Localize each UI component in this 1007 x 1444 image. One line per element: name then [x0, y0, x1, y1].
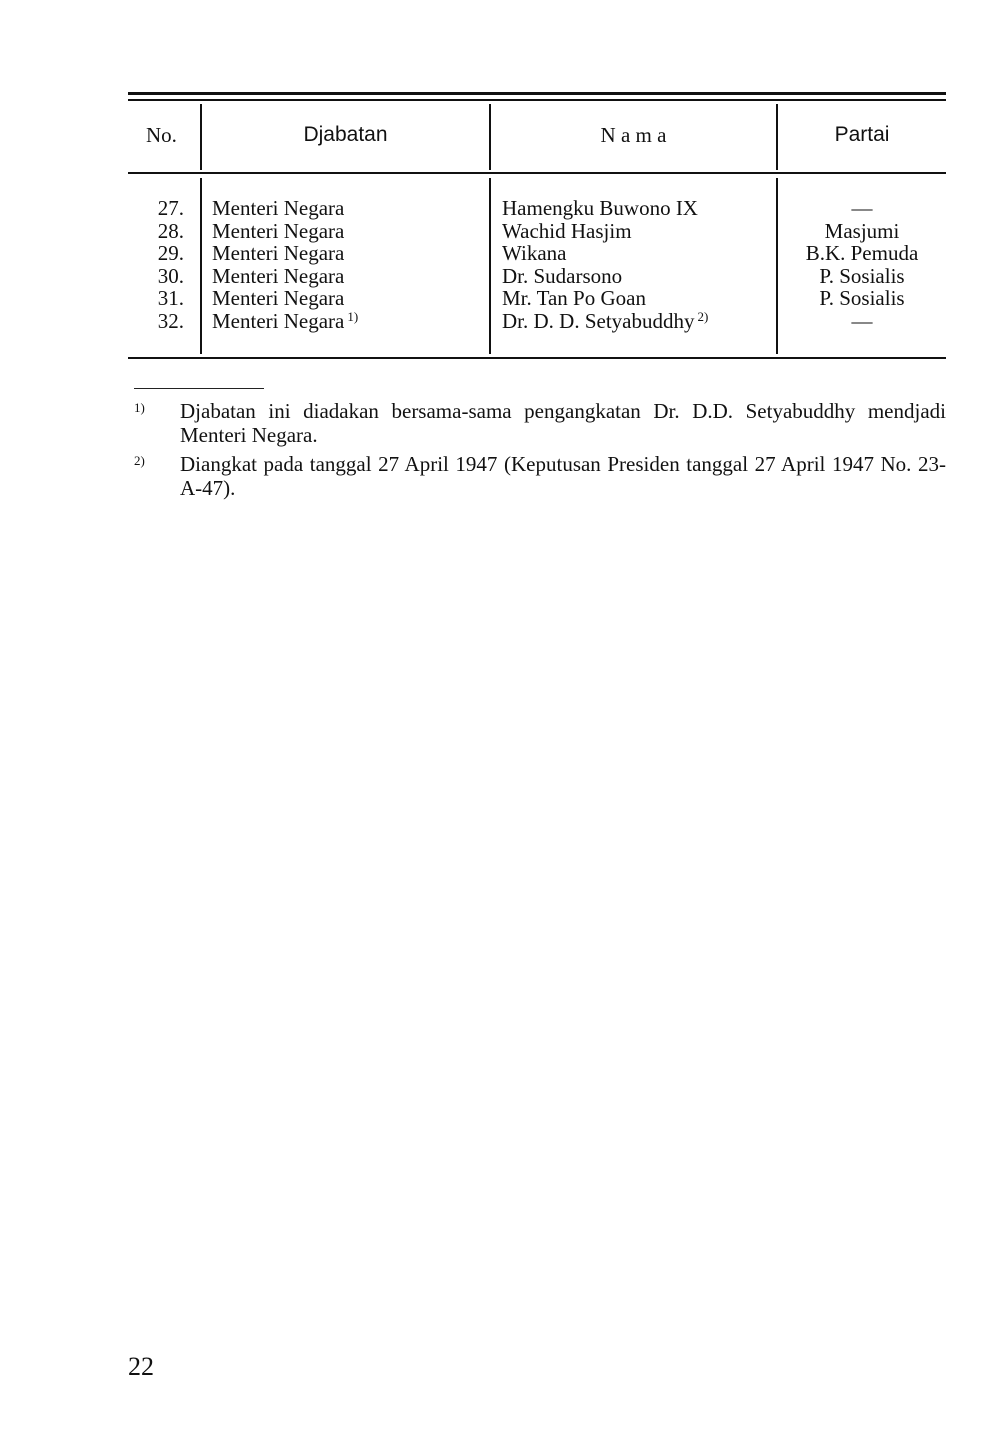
nama-text: Hamengku Buwono IX: [502, 196, 698, 220]
table-row-djabatan: [212, 265, 347, 288]
nama-note: 2): [697, 309, 709, 324]
nama-text: Wachid Hasjim: [502, 218, 632, 243]
table-row-partai: —: [851, 196, 873, 220]
footnote-2-text: Diangkat pada tanggal 27 April 1947 (Keputusan Presiden tanggal 27 April 1947 No. 23-A-47).: [180, 452, 946, 500]
table-row-partai: B.K. Pemuda: [805, 241, 919, 266]
nama-text: Mr. Tan Po Goan: [502, 286, 646, 311]
footnote-1-mark: [134, 400, 145, 424]
table-row-nama: [502, 265, 625, 288]
body-divider-2: [489, 178, 491, 354]
nama-text: Dr. Sudarsono: [502, 263, 623, 288]
table-row-no: 27.: [157, 196, 184, 220]
table-row-nama: [502, 220, 635, 243]
table-row-partai: Masjumi: [824, 218, 900, 243]
table-top-rule-secondary: [128, 99, 946, 101]
table-row-partai: P. Sosialis: [819, 263, 905, 288]
djabatan-text: Menteri Negara: [212, 218, 345, 243]
table-row-nama: [502, 242, 569, 265]
table-bottom-rule: [128, 357, 946, 359]
footnote-separator: [134, 388, 264, 389]
djabatan-text: Menteri Negara: [212, 263, 345, 288]
footnote-2-mark: [134, 453, 145, 477]
header-no: No.: [146, 123, 177, 147]
table-top-rule: [128, 92, 946, 95]
table-row-partai: P. Sosialis: [819, 286, 905, 311]
djabatan-text: Menteri Negara: [212, 196, 345, 220]
table-row-no: 31.: [157, 286, 184, 311]
table-row-nama: [502, 287, 649, 310]
table-row-djabatan: [212, 220, 347, 243]
body-divider-1: [200, 178, 202, 354]
footnote-1-text: Djabatan ini diadakan bersama-sama pengangkatan Dr. D.D. Setyabuddhy mendjadi Menteri Negara.: [180, 399, 946, 447]
page-number: 22: [128, 1352, 154, 1381]
djabatan-text: Menteri Negara: [212, 241, 345, 266]
header-partai: Partai: [834, 123, 890, 146]
table-row-djabatan: [212, 197, 347, 220]
djabatan-text: Menteri Negara: [212, 286, 345, 311]
nama-text: Dr. D. D. Setyabuddhy: [502, 309, 695, 333]
table-row-partai: —: [851, 309, 873, 333]
table-row-nama: [502, 310, 708, 333]
table-row-no: 30.: [157, 263, 184, 288]
table-row-djabatan: [212, 310, 358, 333]
footnote-1-marker: 1): [134, 400, 145, 415]
table-row-no: 32.: [157, 309, 184, 333]
table-header-rule: [128, 172, 946, 174]
djabatan-text: Menteri Negara: [212, 309, 345, 333]
table-row-no: 28.: [157, 218, 184, 243]
nama-text: Wikana: [502, 241, 567, 266]
table-row-nama: [502, 197, 701, 220]
table-row-no: 29.: [157, 241, 184, 266]
djabatan-note: 1): [347, 309, 359, 324]
table-row-djabatan: [212, 242, 347, 265]
footnote-2-marker: 2): [134, 453, 145, 468]
table-row-djabatan: [212, 287, 347, 310]
header-djabatan: Djabatan: [303, 123, 388, 146]
header-nama: N a m a: [600, 123, 667, 147]
